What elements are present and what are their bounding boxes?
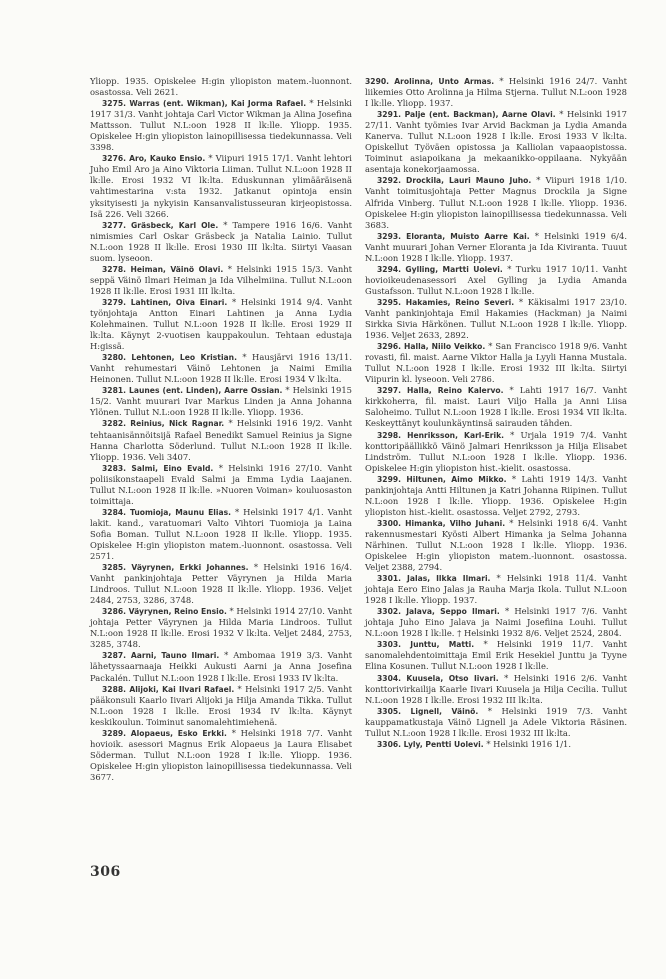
register-entry [90,562,352,606]
entry-heading: 3292. Drockila, Lauri Mauno Juho. [377,176,532,186]
entry-text: * Helsinki 1917 4/1. Vanht lakit. kand., varatuomari Valto Vihtori Tuomioja ja Laina Sofia Boman. Tullut N.L:oon 1928 II lk:lle. Yliopp. 1935. Opiskelee H:gin yliopiston matem.-luonnont. osastossa. Veli 2571. [90,506,353,562]
entry-heading: 3285. Väyrynen, Erkki Johannes. [102,563,249,573]
entry-text: * Lahti 1919 14/3. Vanht pankinjohtaja Antti Hiltunen ja Katri Johanna Riipinen. Tullut N.L:oon 1928 I lk:lle. Yliopp. 1936. Opiskelee H:gin yliopiston hist.-kielit. osastossa. Veljet 2792, 2793. [365,473,627,517]
entry-text: * Helsinki 1916 2/6. Vanht konttorivirkailija Kaarle Iivari Kuusela ja Hilja Cecilia. Tullut N.L:oon 1928 I lk:lle. Erosi 1932 III lk:lta. [365,672,627,705]
entry-text: * Viipuri 1915 17/1. Vanht lehtori Juho Emil Aro ja Aino Viktoria Liiman. Tullut N.L:oon 1928 II lk:lle. Erosi 1932 VI lk:lta. Eduskunnan ylimääräisenä vahtimestarina v:sta 1932. Jatkanut opintoja ensin yksityisesti ja nykyisin Kansanvalistusseuran kirjeopistossa. Isä 226. Veli 3266. [90,153,352,219]
entry-text: * Helsinki 1917 7/6. Vanht johtaja Juho Eino Jalava ja Naimi Josefiina Louhi. Tullut N.L:oon 1928 I lk:lle. † Helsinki 1932 8/6. Veljet 2524, 2804. [365,606,627,639]
entry-text: * Helsinki 1919 11/7. Vanht sanomalehdentoimittaja Emil Erik Hesekiel Junttu ja Tyyne Elina Kosunen. Tullut N.L:oon 1928 I lk:lle. [365,639,627,672]
right-column [365,76,627,750]
entry-text: * Turku 1917 10/11. Vanht hovioikeudenasessori Axel Gylling ja Lydia Amanda Gustafsson. Tullut N.L:oon 1928 I lk:lle. [365,263,627,296]
entry-text: * Helsinki 1916 1/1. [486,738,572,749]
register-entry [365,297,627,341]
register-entry [90,507,352,562]
entry-text: Yliopp. 1935. Opiskelee H:gin yliopiston matem.-luonnont. osastossa. Veli 2621. [90,76,352,98]
entry-heading: 3290. Arolinna, Unto Armas. [365,77,495,86]
entry-text: * Käkisalmi 1917 23/10. Vanht pankinjohtaja Emil Hakamies (Hackman) ja Naimi Sirkka Sivia Härkönen. Tullut N.L:oon 1928 I lk:lle. Yliopp. 1936. Veljet 2633, 2892. [365,296,627,341]
entry-heading: 3305. Lignell, Väinö. [377,706,479,716]
register-entry [90,728,352,783]
entry-text: * Tampere 1916 16/6. Vanht nimismies Carl Oskar Gräsbeck ja Natalia Lainio. Tullut N.L:oon 1928 II lk:lle. Erosi 1930 III lk:lta. Siirtyi Vaasan suom. lyseoon. [90,219,352,263]
entry-heading: 3297. Halla, Reino Kalervo. [377,386,504,396]
register-entry [90,98,352,153]
entry-heading: 3288. Alijoki, Kai Ilvari Rafael. [102,684,235,694]
register-entry [90,352,352,385]
entry-text: * Helsinki 1919 7/3. Vanht kauppamatkustaja Väinö Lignell ja Adele Viktoria Räsinen. Tullut N.L:oon 1928 I lk:lle. Erosi 1932 III lk:lta. [365,705,627,738]
entry-text: * Helsinki 1917 27/11. Vanht työmies Ivar Arvid Backman ja Lydia Amanda Kanerva. Tullut N.L:oon 1928 I lk:lle. Erosi 1933 V lk:lta. Opiskellut Työväen opistossa ja Kalliolan vapaaopistossa. Toiminut asiapoikana ja mekaanikko-oppilaana. Nykyään asentaja konekorjaamossa. [365,109,627,175]
entry-heading: 3282. Reinius, Nick Ragnar. [102,419,225,429]
entry-heading: 3293. Eloranta, Muisto Aarre Kai. [377,231,530,241]
entry-heading: 3291. Palje (ent. Backman), Aarne Olavi. [377,110,556,120]
page-number: 306 [90,864,121,880]
register-entry [365,673,627,706]
register-entry [365,706,627,739]
entry-heading: 3284. Tuomioja, Maunu Elias. [102,507,232,517]
register-entry [90,76,352,98]
register-entry [365,231,627,264]
register-entry [365,430,627,474]
entry-heading: 3301. Jalas, Ilkka Ilmari. [377,574,491,584]
register-entry [365,109,627,175]
entry-heading: 3296. Halla, Niilo Veikko. [377,342,486,352]
entry-heading: 3283. Salmi, Eino Evald. [102,463,214,473]
entry-heading: 3295. Hakamies, Reino Severi. [377,297,515,307]
register-entry [90,264,352,297]
entry-heading: 3287. Aarni, Tauno Ilmari. [102,651,220,661]
entry-text: * Helsinki 1916 16/4. Vanht pankinjohtaja Petter Väyrynen ja Hilda Maria Lindroos. Tullut N.L:oon 1928 II lk:lle. Yliopp. 1936. Veljet 2484, 2753, 3286, 3748. [90,562,352,606]
entry-text: * Helsinki 1914 27/10. Vanht johtaja Petter Väyrynen ja Hilda Maria Lindroos. Tullut N.L:oon 1928 II lk:lle. Erosi 1932 V lk:lta. Veljet 2484, 2753, 3285, 3748. [90,606,352,650]
entry-heading: 3304. Kuusela, Otso Iivari. [377,673,499,683]
register-entry [365,518,627,573]
register-entry [90,153,352,219]
entry-heading: 3280. Lehtonen, Leo Kristian. [102,353,237,363]
entry-heading: 3299. Hiltunen, Aimo Mikko. [377,474,507,484]
entry-heading: 3279. Lahtinen, Oiva Einari. [102,297,228,307]
entry-text: * Urjala 1919 7/4. Vanht konttoripäällikkö Väinö Jalmari Henriksson ja Hilja Elisabet Lindström. Tullut N.L:oon 1928 I lk:lle. Yliopp. 1936. Opiskelee H:gin yliopiston hist.-kielit. osastossa. [365,429,627,473]
entry-heading: 3303. Junttu, Matti. [377,640,475,650]
entry-text: * Lahti 1917 16/7. Vanht kirkkoherra, fil. maist. Lauri Viljo Halla ja Anni Liisa Saloheimo. Tullut N.L:oon 1928 I lk:lle. Erosi 1934 VII lk:lta. Keskeyttänyt koulunkäyntinsä sairauden tähden. [365,385,627,429]
register-entry [90,418,352,462]
register-entry [90,463,352,507]
register-entry [90,220,352,264]
entry-text: * Helsinki 1914 9/4. Vanht työnjohtaja Antton Einari Lahtinen ja Anna Lydia Kolehmainen. Tullut N.L:oon 1928 II lk:lle. Erosi 1929 II lk:lta. Käynyt 2-vuotisen kauppakoulun. Tehtaan edustaja H:gissä. [90,296,353,352]
register-entry [365,175,627,230]
entry-heading: 3294. Gylling, Martti Uolevi. [377,264,503,274]
entry-text: * Helsinki 1918 11/4. Vanht johtaja Eero Eino Jalas ja Rauha Marja Ikola. Tullut N.L:oon 1928 I lk:lle. Yliopp. 1937. [365,573,628,606]
register-entry [90,606,352,650]
entry-text: * Viipuri 1918 1/10. Vanht toimitusjohtaja Petter Magnus Drockila ja Signe Alfrida Vinberg. Tullut N.L:oon 1928 I lk:lle. Yliopp. 1936. Opiskelee H:gin yliopiston lainopillisessa tiedekunnassa. Veli 3683. [365,175,627,230]
entry-heading: 3276. Aro, Kauko Ensio. [102,154,206,164]
entry-heading: 3286. Väyrynen, Reino Ensio. [102,607,227,617]
entry-text: * Helsinki 1918 7/7. Vanht hovioik. asessori Magnus Erik Alopaeus ja Laura Elisabet Söderman. Tullut N.L:oon 1928 I lk:lle. Yliopp. 1936. Opiskelee H:gin yliopiston lainopillisessa tiedekunnassa. Veli 3677. [90,727,353,782]
register-entry [365,739,627,750]
register-entry [365,474,627,518]
register-entry [365,639,627,672]
entry-text: * Helsinki 1917 31/3. Vanht johtaja Carl Victor Wikman ja Alina Josefina Mattsson. Tullut N.L:oon 1928 II lk:lle. Yliopp. 1935. Opiskelee H:gin yliopiston lainopillisessa tiedekunnassa. Veli 3398. [90,98,352,153]
entry-text: * Helsinki 1916 19/2. Vanht tehtaanisännöitsijä Rafael Benedikt Samuel Reinius ja Signe Hanna Charlotta Söderlund. Tullut N.L:oon 1928 II lk:lle. Yliopp. 1936. Veli 3407. [90,418,352,462]
entry-heading: 3275. Warras (ent. Wikman), Kai Jorma Rafael. [102,99,307,109]
entry-heading: 3302. Jalava, Seppo Ilmari. [377,607,500,617]
register-entry [365,341,627,385]
entry-text: * Ambomaa 1919 3/3. Vanht lähetyssaarnaaja Heikki Aukusti Aarni ja Anna Josefina Packalén. Tullut N.L:oon 1928 I lk:lle. Erosi 1933 IV lk:lta. [90,650,352,683]
entry-heading: 3300. Himanka, Vilho Juhani. [377,518,506,528]
entry-text: * Helsinki 1918 6/4. Vanht rakennusmestari Kyösti Albert Himanka ja Selma Johanna Närhinen. Tullut N.L:oon 1928 I lk:lle. Yliopp. 1936. Opiskelee H:gin yliopiston matem.-luonnont. osastossa. Veljet 2388, 2794. [365,517,627,573]
register-entry [365,385,627,429]
entry-text: * Hausjärvi 1916 13/11. Vanht rehumestari Väinö Lehtonen ja Naimi Emilia Heinonen. Tullut N.L:oon 1928 II lk:lle. Erosi 1934 V lk:lta. [90,352,352,385]
left-column [90,76,352,783]
entry-text: * Helsinki 1916 24/7. Vanht liikemies Otto Arolinna ja Hilma Stjerna. Tullut N.L:oon 1928 I lk:lle. Yliopp. 1937. [365,76,627,109]
entry-text: * Helsinki 1915 15/2. Vanht muurari Ivar Markus Linden ja Anna Johanna Ylönen. Tullut N.L:oon 1928 II lk:lle. Yliopp. 1936. [90,385,353,418]
register-entry [365,264,627,297]
entry-heading: 3298. Henriksson, Karl-Erik. [377,430,505,440]
entry-text: * Helsinki 1916 27/10. Vanht poliisikonstaapeli Evald Salmi ja Emma Lydia Laajanen. Tullut N.L:oon 1928 II lk:lle. »Nuoren Voiman» kouluosaston toimittaja. [90,462,352,506]
entry-text: * Helsinki 1919 6/4. Vanht muurari Johan Verner Eloranta ja Ida Kiviranta. Tuuut N.L:oon 1928 I lk:lle. Yliopp. 1937. [365,230,627,263]
register-entry [90,650,352,683]
entry-heading: 3277. Gräsbeck, Karl Ole. [102,220,219,230]
register-entry [365,606,627,639]
register-entry [90,385,352,418]
entry-text: * Helsinki 1915 15/3. Vanht seppä Väinö Ilmari Heiman ja Ida Vilhelmiina. Tullut N.L:oon 1928 II lk:lle. Erosi 1931 III lk:lta. [90,263,352,296]
entry-heading: 3289. Alopaeus, Esko Erkki. [102,728,227,738]
register-entry [90,684,352,728]
entry-heading: 3281. Launes (ent. Linden), Aarre Ossian. [102,386,283,396]
entry-text: * San Francisco 1918 9/6. Vanht rovasti, fil. maist. Aarne Viktor Halla ja Lyyli Hanna Mustala. Tullut N.L:oon 1928 I lk:lle. Erosi 1932 III lk:lta. Siirtyi Viipurin kl. lyseoon. Veli 2786. [365,341,627,385]
register-entry [365,76,627,109]
entry-heading: 3306. Lyly, Pentti Uolevi. [377,739,484,749]
entry-heading: 3278. Heiman, Väinö Olavi. [102,264,224,274]
register-entry [90,297,352,352]
entry-text: * Helsinki 1917 2/5. Vanht pääkonsuli Kaarlo Iivari Alijoki ja Hilja Amanda Tikka. Tullut N.L:oon 1928 I lk:lle. Erosi 1934 IV lk:lta. Käynyt keskikoulun. Toiminut sanomalehtimiehenä. [90,683,352,727]
register-entry [365,573,627,606]
